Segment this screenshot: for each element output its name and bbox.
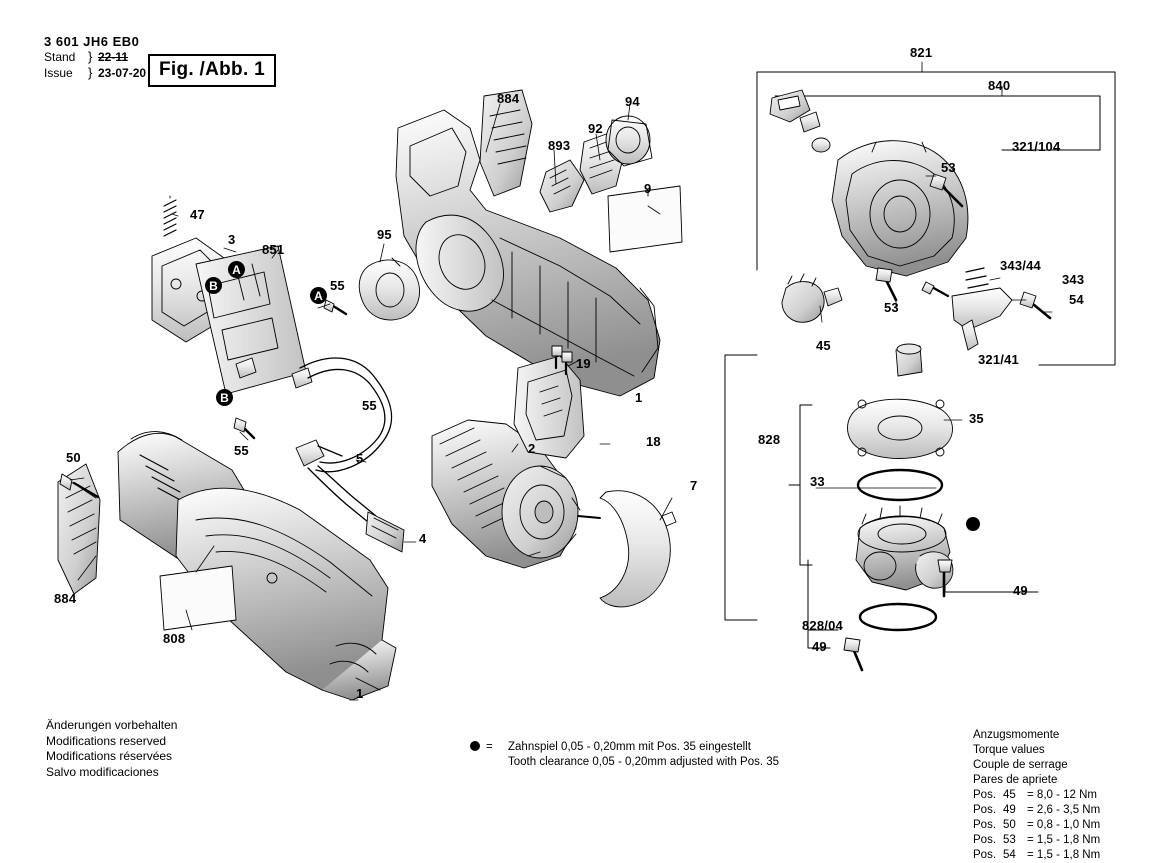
torque-pos-label: Pos. <box>973 834 997 846</box>
footer-note-3: Salvo modificaciones <box>46 764 159 779</box>
torque-equals: = <box>1027 789 1034 801</box>
callout-893: 893 <box>548 138 571 153</box>
torque-equals: = <box>1027 804 1034 816</box>
callout-1-bottom: 1 <box>356 686 364 701</box>
torque-pos-number: 49 <box>1003 804 1016 816</box>
torque-equals: = <box>1027 849 1034 861</box>
bubble-b-1: B <box>205 277 222 294</box>
torque-pos-number: 45 <box>1003 789 1016 801</box>
callout-884-left: 884 <box>54 591 77 606</box>
callout-321-104: 321/104 <box>1012 139 1061 154</box>
callout-19: 19 <box>576 356 591 371</box>
filled-circle-icon <box>470 741 480 751</box>
torque-title-3: Pares de apriete <box>973 774 1058 786</box>
callout-884-top: 884 <box>497 91 520 106</box>
footer-note-0: Änderungen vorbehalten <box>46 718 178 732</box>
callout-828: 828 <box>758 432 781 447</box>
callout-7: 7 <box>690 478 698 493</box>
torque-pos-label: Pos. <box>973 849 997 861</box>
issue-label: Issue <box>44 66 73 80</box>
brace-icon-2: } <box>88 65 93 80</box>
torque-value: 1,5 - 1,8 Nm <box>1036 849 1101 861</box>
bubble-b-2: B <box>216 389 233 406</box>
torque-equals: = <box>1027 819 1034 831</box>
torque-row <box>973 833 1100 848</box>
torque-value: 1,5 - 1,8 Nm <box>1036 834 1101 846</box>
torque-row <box>973 848 1100 863</box>
callout-45: 45 <box>816 338 831 353</box>
torque-title-0: Anzugsmomente <box>973 729 1060 741</box>
callout-851: 851 <box>262 242 285 257</box>
callout-49-b: 49 <box>812 639 827 654</box>
footer-notes <box>46 718 177 780</box>
brace-icon: } <box>88 49 93 64</box>
callout-55-a: 55 <box>330 278 345 293</box>
tooth-clearance-de: Zahnspiel 0,05 - 0,20mm mit Pos. 35 eingestellt <box>508 741 751 753</box>
torque-row <box>973 803 1100 818</box>
tooth-clearance-note <box>470 740 779 770</box>
callout-321-41: 321/41 <box>978 352 1019 367</box>
callout-1-mid: 1 <box>635 390 643 405</box>
callout-18: 18 <box>646 434 661 449</box>
callout-3: 3 <box>228 232 236 247</box>
stand-value-old: 22-11 <box>98 50 129 64</box>
callout-47: 47 <box>190 207 205 222</box>
torque-row <box>973 818 1100 833</box>
bubble-a-2: A <box>310 287 327 304</box>
callout-33: 33 <box>810 474 825 489</box>
callout-35: 35 <box>969 411 984 426</box>
figure-label-box: Fig. /Abb. 1 <box>148 54 276 87</box>
torque-pos-label: Pos. <box>973 804 997 816</box>
stand-label: Stand <box>44 50 76 64</box>
torque-pos-label: Pos. <box>973 789 997 801</box>
callout-9: 9 <box>644 181 652 196</box>
callout-343: 343 <box>1062 272 1085 287</box>
callout-808: 808 <box>163 631 186 646</box>
torque-values-block <box>973 728 1100 863</box>
callout-4: 4 <box>419 531 427 546</box>
torque-pos-label: Pos. <box>973 819 997 831</box>
callout-94: 94 <box>625 94 640 109</box>
tooth-clearance-en: Tooth clearance 0,05 - 0,20mm adjusted with Pos. 35 <box>508 756 780 768</box>
callout-92: 92 <box>588 121 603 136</box>
callout-53-a: 53 <box>941 160 956 175</box>
part-number: 3 601 JH6 EB0 <box>44 34 140 49</box>
callout-821: 821 <box>910 45 933 60</box>
torque-value: 8,0 - 12 Nm <box>1036 789 1097 801</box>
callout-54: 54 <box>1069 292 1084 307</box>
callout-50: 50 <box>66 450 81 465</box>
torque-pos-number: 54 <box>1003 849 1016 861</box>
torque-value: 2,6 - 3,5 Nm <box>1036 804 1101 816</box>
bubble-a-1: A <box>228 261 245 278</box>
torque-title-2: Couple de serrage <box>973 759 1068 771</box>
torque-equals: = <box>1027 834 1034 846</box>
callout-828-04: 828/04 <box>802 618 843 633</box>
callout-55-c: 55 <box>234 443 249 458</box>
footer-note-1: Modifications reserved <box>46 733 167 748</box>
issue-value: 23-07-20 <box>98 66 147 80</box>
torque-value: 0,8 - 1,0 Nm <box>1036 819 1101 831</box>
callout-5: 5 <box>356 451 364 466</box>
callout-95: 95 <box>377 227 392 242</box>
callout-49-a: 49 <box>1013 583 1028 598</box>
callout-53-b: 53 <box>884 300 899 315</box>
torque-title-1: Torque values <box>973 744 1045 756</box>
torque-pos-number: 50 <box>1003 819 1016 831</box>
callout-343-44: 343/44 <box>1000 258 1041 273</box>
callout-55-b: 55 <box>362 398 377 413</box>
callout-2: 2 <box>528 441 536 456</box>
torque-row <box>973 788 1100 803</box>
callout-840: 840 <box>988 78 1011 93</box>
equals-sign: = <box>486 741 493 753</box>
footer-note-2: Modifications réservées <box>46 749 173 763</box>
torque-pos-number: 53 <box>1003 834 1016 846</box>
